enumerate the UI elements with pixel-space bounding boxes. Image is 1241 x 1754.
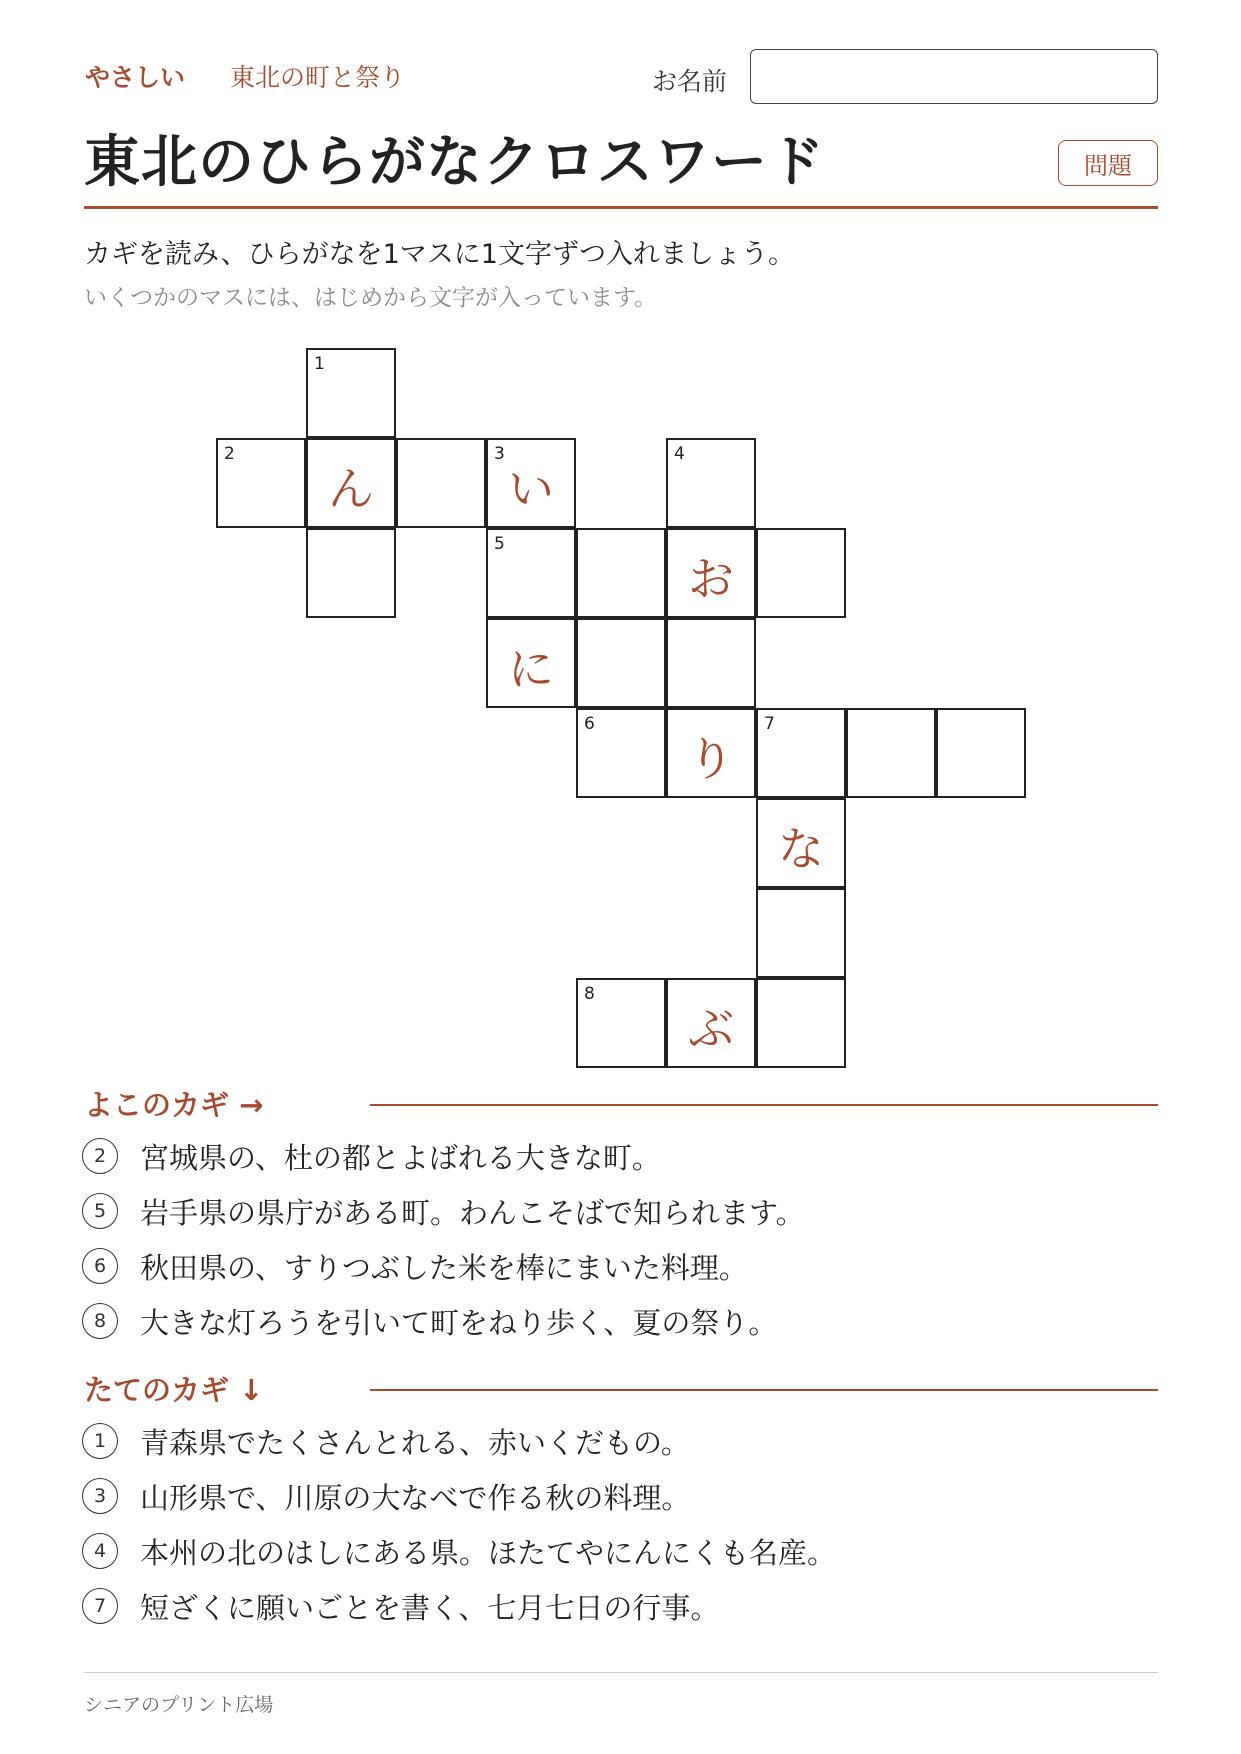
title-divider — [84, 206, 1158, 209]
clue-text: 山形県で、川原の大なべで作る秋の料理。 — [140, 1480, 691, 1515]
cell-number: 2 — [224, 444, 235, 464]
clue-number-circle: 5 — [82, 1193, 118, 1229]
cell-given-letter: お — [688, 552, 734, 606]
grid-cell[interactable] — [756, 708, 846, 798]
cell-given-letter: り — [688, 732, 734, 786]
name-label: お名前 — [652, 67, 728, 96]
clue-item — [82, 1474, 1162, 1518]
clue-text: 岩手県の県庁がある町。わんこそばで知られます。 — [140, 1195, 805, 1230]
footer-divider — [84, 1672, 1158, 1673]
clue-text: 大きな灯ろうを引いて町をねり歩く、夏の祭り。 — [140, 1305, 778, 1340]
grid-cell[interactable] — [756, 528, 846, 618]
grid-cell[interactable] — [306, 528, 396, 618]
grid-cell[interactable] — [486, 528, 576, 618]
clue-number-circle: 1 — [82, 1423, 118, 1459]
page-title: 東北のひらがなクロスワード — [84, 130, 825, 195]
clue-number-circle: 6 — [82, 1248, 118, 1284]
cell-number: 4 — [674, 444, 685, 464]
clue-text: 短ざくに願いごとを書く、七月七日の行事。 — [140, 1590, 720, 1625]
across-heading: よこのカギ → — [84, 1088, 264, 1122]
grid-cell[interactable] — [666, 528, 756, 618]
clue-item — [82, 1584, 1162, 1628]
down-heading: たてのカギ ↓ — [84, 1373, 264, 1407]
clue-number-circle: 3 — [82, 1478, 118, 1514]
instruction-note: いくつかのマスには、はじめから文字が入っています。 — [84, 285, 658, 311]
clue-text: 秋田県の、すりつぶした米を棒にまいた料理。 — [140, 1250, 748, 1285]
cell-number: 5 — [494, 534, 505, 554]
clue-item — [82, 1134, 1162, 1178]
grid-cell[interactable] — [576, 708, 666, 798]
cell-given-letter: ぶ — [688, 1002, 734, 1056]
across-divider — [370, 1104, 1158, 1106]
clue-number-circle: 4 — [82, 1533, 118, 1569]
clue-number-circle: 7 — [82, 1588, 118, 1624]
grid-cell[interactable] — [306, 438, 396, 528]
grid-cell[interactable] — [936, 708, 1026, 798]
clue-text: 宮城県の、杜の都とよばれる大きな町。 — [140, 1140, 661, 1175]
cell-given-letter: ん — [328, 462, 374, 516]
grid-cell[interactable] — [216, 438, 306, 528]
grid-cell[interactable] — [576, 618, 666, 708]
grid-cell[interactable] — [666, 618, 756, 708]
cell-number: 1 — [314, 354, 325, 374]
grid-cell[interactable] — [666, 708, 756, 798]
down-divider — [370, 1389, 1158, 1391]
clue-text: 青森県でたくさんとれる、赤いくだもの。 — [140, 1425, 690, 1460]
clue-number-circle: 2 — [82, 1138, 118, 1174]
problem-badge: 問題 — [1058, 140, 1158, 186]
grid-cell[interactable] — [486, 618, 576, 708]
grid-cell[interactable] — [666, 978, 756, 1068]
theme-label: 東北の町と祭り — [230, 63, 406, 92]
clue-text: 本州の北のはしにある県。ほたてやにんにくも名産。 — [140, 1535, 837, 1570]
grid-cell[interactable] — [756, 888, 846, 978]
cell-number: 7 — [764, 714, 775, 734]
grid-cell[interactable] — [756, 798, 846, 888]
grid-cell[interactable] — [576, 978, 666, 1068]
grid-cell[interactable] — [396, 438, 486, 528]
grid-cell[interactable] — [756, 978, 846, 1068]
cell-given-letter: い — [508, 462, 554, 516]
clue-item — [82, 1244, 1162, 1288]
grid-cell[interactable] — [666, 438, 756, 528]
grid-cell[interactable] — [576, 528, 666, 618]
clue-item — [82, 1419, 1162, 1463]
footer-text: シニアのプリント広場 — [84, 1694, 274, 1716]
cell-given-letter: な — [778, 822, 824, 876]
grid-cell[interactable] — [846, 708, 936, 798]
grid-cell[interactable] — [486, 438, 576, 528]
clue-number-circle: 8 — [82, 1303, 118, 1339]
clue-item — [82, 1529, 1162, 1573]
grid-cell[interactable] — [306, 348, 396, 438]
difficulty-level: やさしい — [85, 63, 186, 92]
cell-given-letter: に — [508, 642, 554, 696]
cell-number: 3 — [494, 444, 505, 464]
instruction-main: カギを読み、ひらがなを1マスに1文字ずつ入れましょう。 — [84, 239, 795, 270]
cell-number: 8 — [584, 984, 595, 1004]
name-field[interactable] — [750, 49, 1158, 104]
clue-item — [82, 1299, 1162, 1343]
clue-item — [82, 1189, 1162, 1233]
cell-number: 6 — [584, 714, 595, 734]
